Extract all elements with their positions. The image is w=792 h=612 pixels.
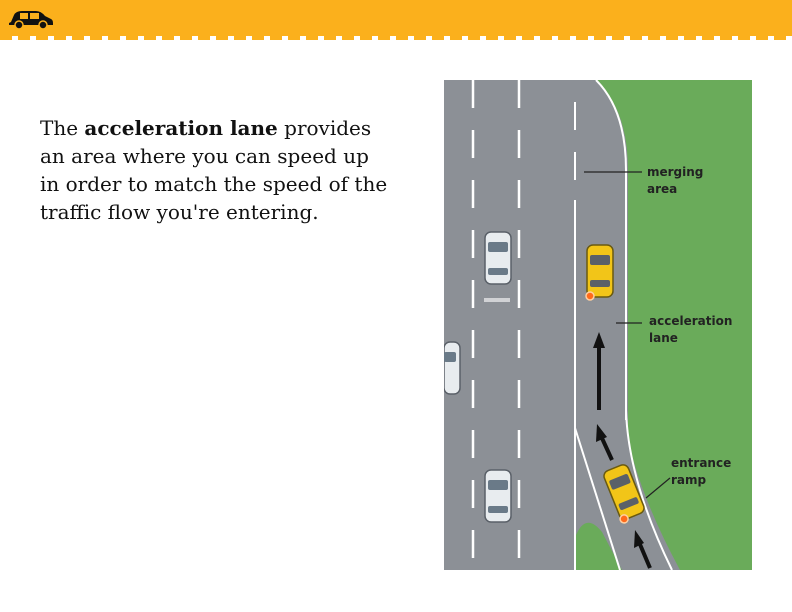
header-bar — [0, 0, 792, 36]
label-ramp: ramp — [671, 473, 707, 487]
acceleration-lane-description — [40, 114, 390, 226]
car-icon — [8, 8, 54, 30]
label-lane: lane — [649, 331, 678, 345]
label-acceleration: acceleration — [649, 314, 733, 328]
highway-merge-diagram — [444, 80, 752, 570]
white-car-2 — [444, 342, 460, 394]
label-entrance: entrance — [671, 456, 732, 470]
white-car-3 — [485, 470, 511, 522]
label-area: area — [647, 182, 678, 196]
yellow-car-accel-lane — [586, 245, 613, 300]
acceleration-lane-term: acceleration lane — [84, 116, 278, 140]
text-rest: provides an area where you can speed up in order to match the speed of the traffic flow you're entering. — [40, 116, 388, 224]
header-dashed-border — [0, 36, 792, 40]
text-lead: The — [40, 116, 85, 140]
label-merging: merging — [647, 165, 704, 179]
